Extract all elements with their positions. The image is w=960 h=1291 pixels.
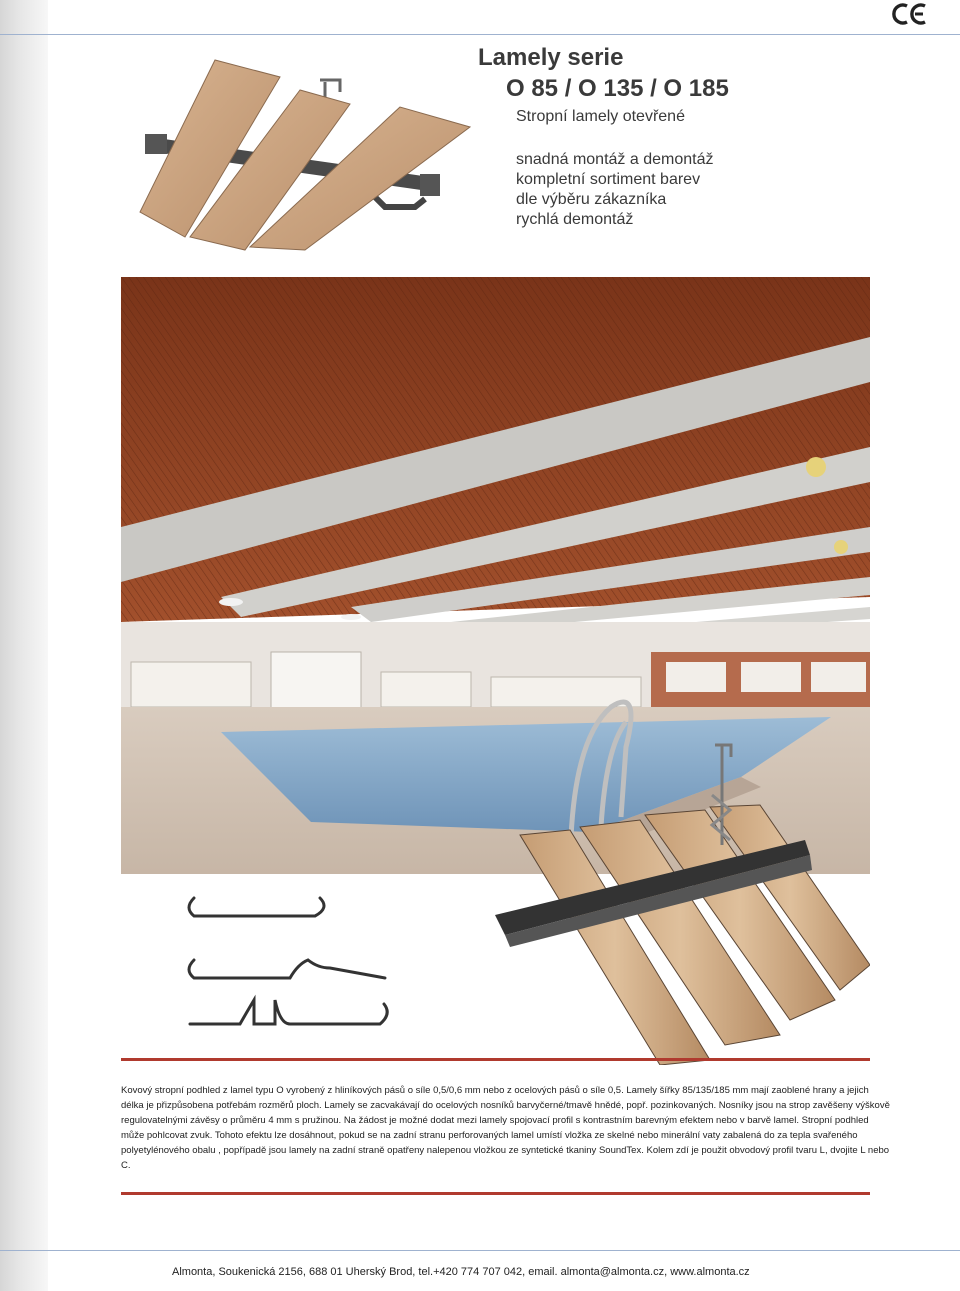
accent-rule-top bbox=[121, 1058, 870, 1061]
feature-item: dle výběru zákazníka bbox=[516, 191, 667, 208]
feature-item: snadná montáž a demontáž bbox=[516, 151, 714, 168]
ce-mark-icon bbox=[890, 0, 930, 28]
ceiling-lamellas-drawing bbox=[130, 52, 490, 262]
carrier-rail-hanger-drawing bbox=[490, 735, 870, 1065]
left-gradient-bar bbox=[0, 0, 48, 1291]
footer-contact: Almonta, Soukenická 2156, 688 01 Uherský Brod, tel.+420 774 707 042, email. almonta@almonta.cz, www.almonta.cz bbox=[172, 1266, 750, 1278]
feature-item: kompletní sortiment barev bbox=[516, 171, 701, 188]
feature-item: rychlá demontáž bbox=[516, 211, 634, 228]
feature-list bbox=[516, 150, 713, 230]
subtitle: Stropní lamely otevřené bbox=[516, 108, 685, 125]
accent-rule-bottom bbox=[121, 1192, 870, 1195]
top-divider bbox=[0, 34, 960, 35]
lamella-profile-sections bbox=[180, 886, 400, 1036]
product-description: Kovový stropní podhled z lamel typu O vyrobený z hliníkových pásů o síle 0,5/0,6 mm nebo z ocelových pásů o síle 0,5. Lamely šířky 85/135/185 mm mají zaoblené hrany a jejich délka je přizpůsobena potřebám rozměrů ploch. Lamely se zacvakávají do ocelových nosníků barvyčerné/tmavě hnědé, popř. pozinkovaných. Nosníky jsou na strop zavěšeny výškově regulovatelnými závěsy o průměru 4 mm s pružinou. Na žádost je možné dodat mezi lamely spojovací profil s kontrastním barevným efektem nebo v barvě lamel. Stropní podhled může pohlcovat zvuk. Tohoto efektu lze dosáhnout, pokud se na zadní stranu perforovaných lamel umístí vložka ze skelné nebo minerální vaty zabalená do za tepla svařeného polyetylénového obalu , popřípadě jsou lamely na zadní straně opatřeny nalepenou vložkou ze syntetické tkaniny SoundTex. Kolem zdí je použit obvodový profil tvaru L, dvojite L nebo C. bbox=[121, 1085, 890, 1171]
title-models: O 85 / O 135 / O 185 bbox=[506, 75, 729, 102]
title-series: Lamely serie bbox=[478, 44, 624, 71]
bottom-divider bbox=[0, 1250, 960, 1251]
